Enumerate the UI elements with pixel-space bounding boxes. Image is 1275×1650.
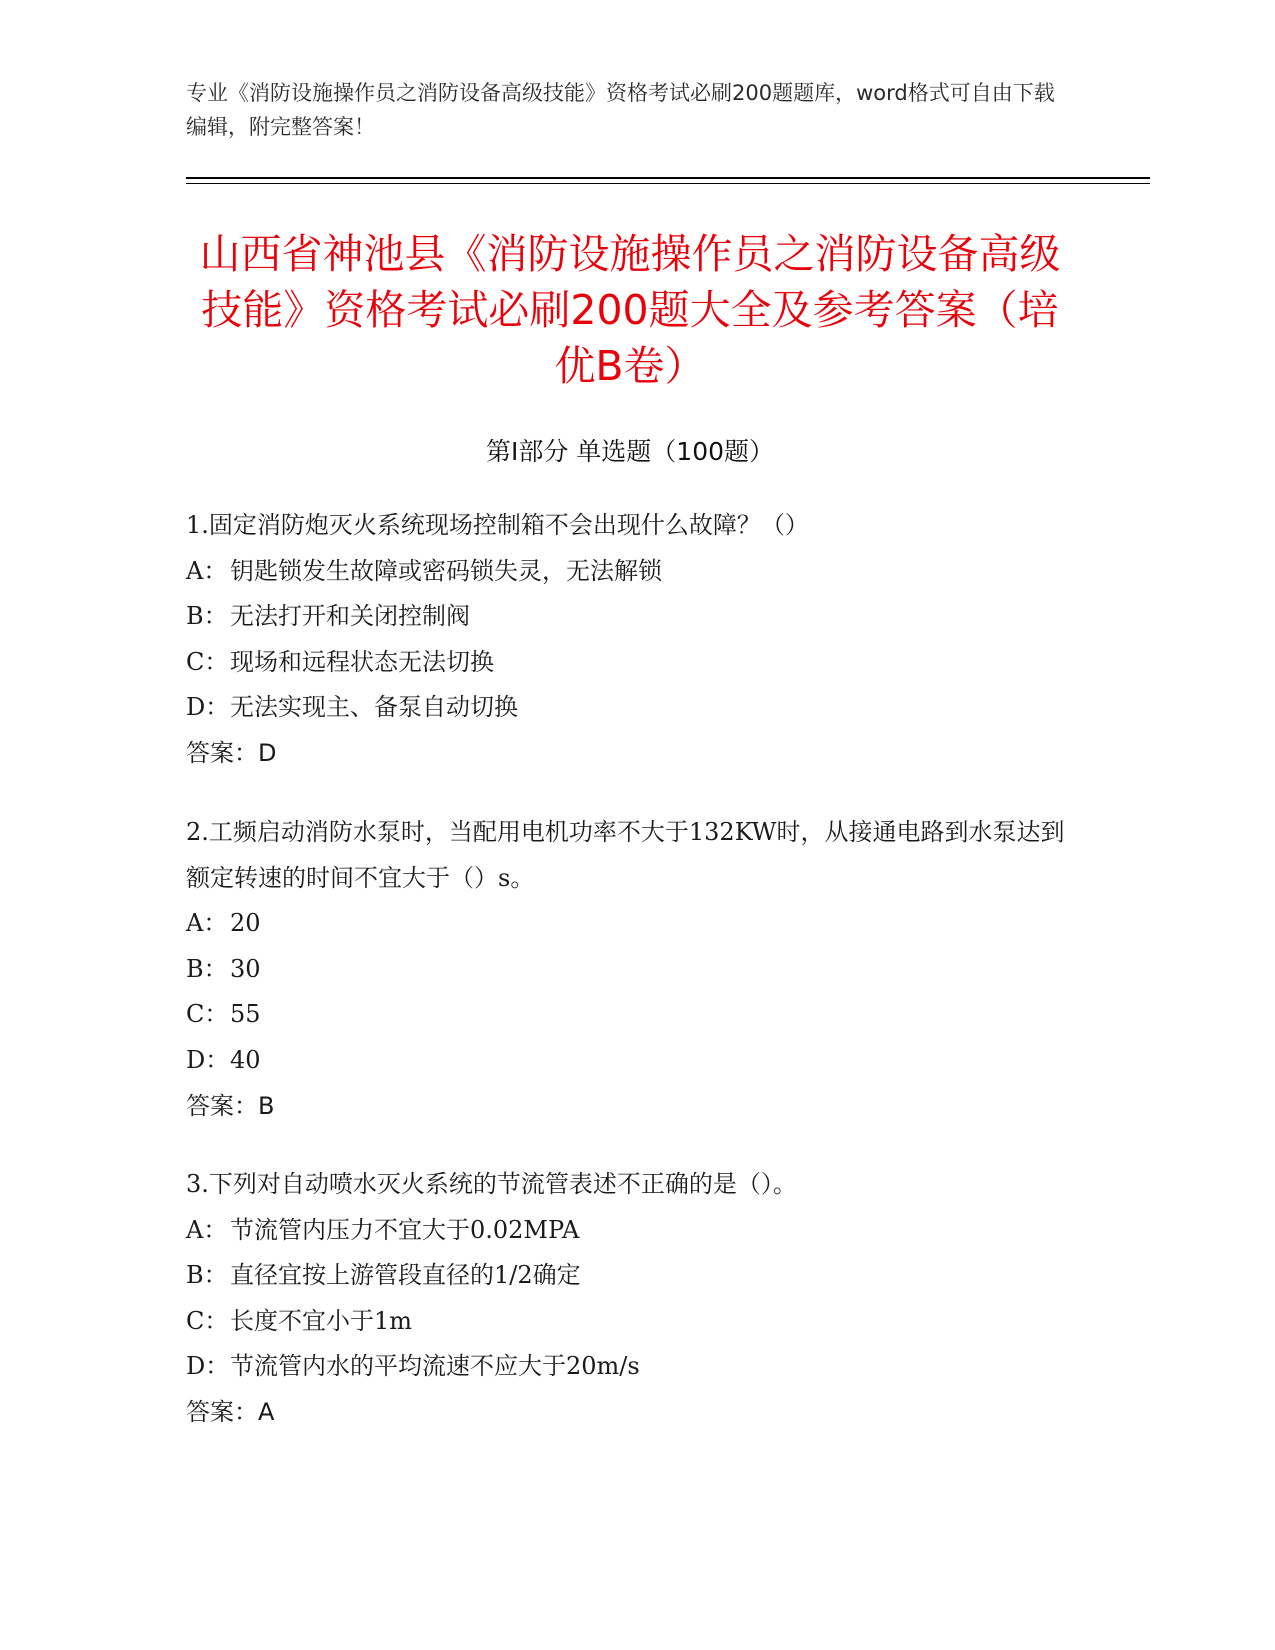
option-key: C： (186, 1000, 229, 1029)
question-3 (186, 1162, 1066, 1436)
option-text: 钥匙锁发生故障或密码锁失灵，无法解锁 (230, 556, 662, 585)
question-2 (186, 810, 1066, 1129)
option-c (186, 1299, 1066, 1345)
option-b (186, 1253, 1066, 1299)
option-key: D： (186, 1352, 230, 1381)
option-text: 20 (230, 909, 261, 938)
answer-label: 答案： (186, 738, 258, 767)
answer-line (186, 1390, 1066, 1436)
section-title: 第I部分 单选题（100题） (485, 437, 775, 466)
option-d (186, 685, 1066, 731)
option-text: 40 (230, 1045, 261, 1074)
option-b (186, 594, 1066, 640)
option-text: 节流管内水的平均流速不应大于20m/s (230, 1352, 640, 1381)
option-key: B： (186, 602, 228, 631)
option-text: 直径宜按上游管段直径的1/2确定 (230, 1261, 581, 1290)
option-a (186, 549, 1066, 595)
option-text: 长度不宜小于1m (230, 1306, 413, 1335)
option-key: A： (186, 556, 228, 585)
option-b (186, 947, 1066, 993)
answer-value: A (258, 1397, 275, 1426)
header-note: 专业《消防设施操作员之消防设备高级技能》资格考试必刷200题题库，word格式可自由下载编辑，附完整答案！ (186, 81, 1055, 139)
question-stem: 3.下列对自动喷水灭火系统的节流管表述不正确的是（）。 (186, 1170, 797, 1198)
answer-line (186, 731, 1066, 777)
option-key: A： (186, 1215, 228, 1244)
option-text: 55 (230, 1000, 261, 1029)
header-rule-thick (186, 177, 1150, 179)
answer-label: 答案： (186, 1091, 258, 1120)
option-a (186, 901, 1066, 947)
option-d (186, 1038, 1066, 1084)
option-key: C： (186, 647, 229, 676)
option-key: B： (186, 1261, 228, 1290)
option-d (186, 1344, 1066, 1390)
option-text: 现场和远程状态无法切换 (230, 647, 494, 676)
option-key: D： (186, 693, 230, 722)
question-1 (186, 503, 1066, 777)
option-text: 无法打开和关闭控制阀 (230, 602, 470, 631)
option-c (186, 640, 1066, 686)
question-stem: 2.工频启动消防水泵时，当配用电机功率不大于132KW时，从接通电路到水泵达到额定转速的时间不宜大于（）s。 (186, 818, 1065, 892)
answer-label: 答案： (186, 1397, 258, 1426)
option-text: 节流管内压力不宜大于0.02MPA (230, 1215, 580, 1244)
option-key: D： (186, 1045, 230, 1074)
option-a (186, 1208, 1066, 1254)
option-key: B： (186, 954, 228, 983)
document-title: 山西省神池县《消防设施操作员之消防设备高级技能》资格考试必刷200题大全及参考答案（培优B卷） (199, 230, 1061, 390)
question-stem: 1.固定消防炮灭火系统现场控制箱不会出现什么故障？（） (186, 511, 809, 539)
answer-line (186, 1084, 1066, 1130)
option-key: C： (186, 1306, 229, 1335)
option-text: 无法实现主、备泵自动切换 (230, 693, 518, 722)
header-rule-thin (186, 183, 1150, 184)
option-text: 30 (230, 954, 261, 983)
answer-value: D (258, 738, 277, 767)
answer-value: B (258, 1091, 275, 1120)
option-key: A： (186, 909, 228, 938)
option-c (186, 992, 1066, 1038)
